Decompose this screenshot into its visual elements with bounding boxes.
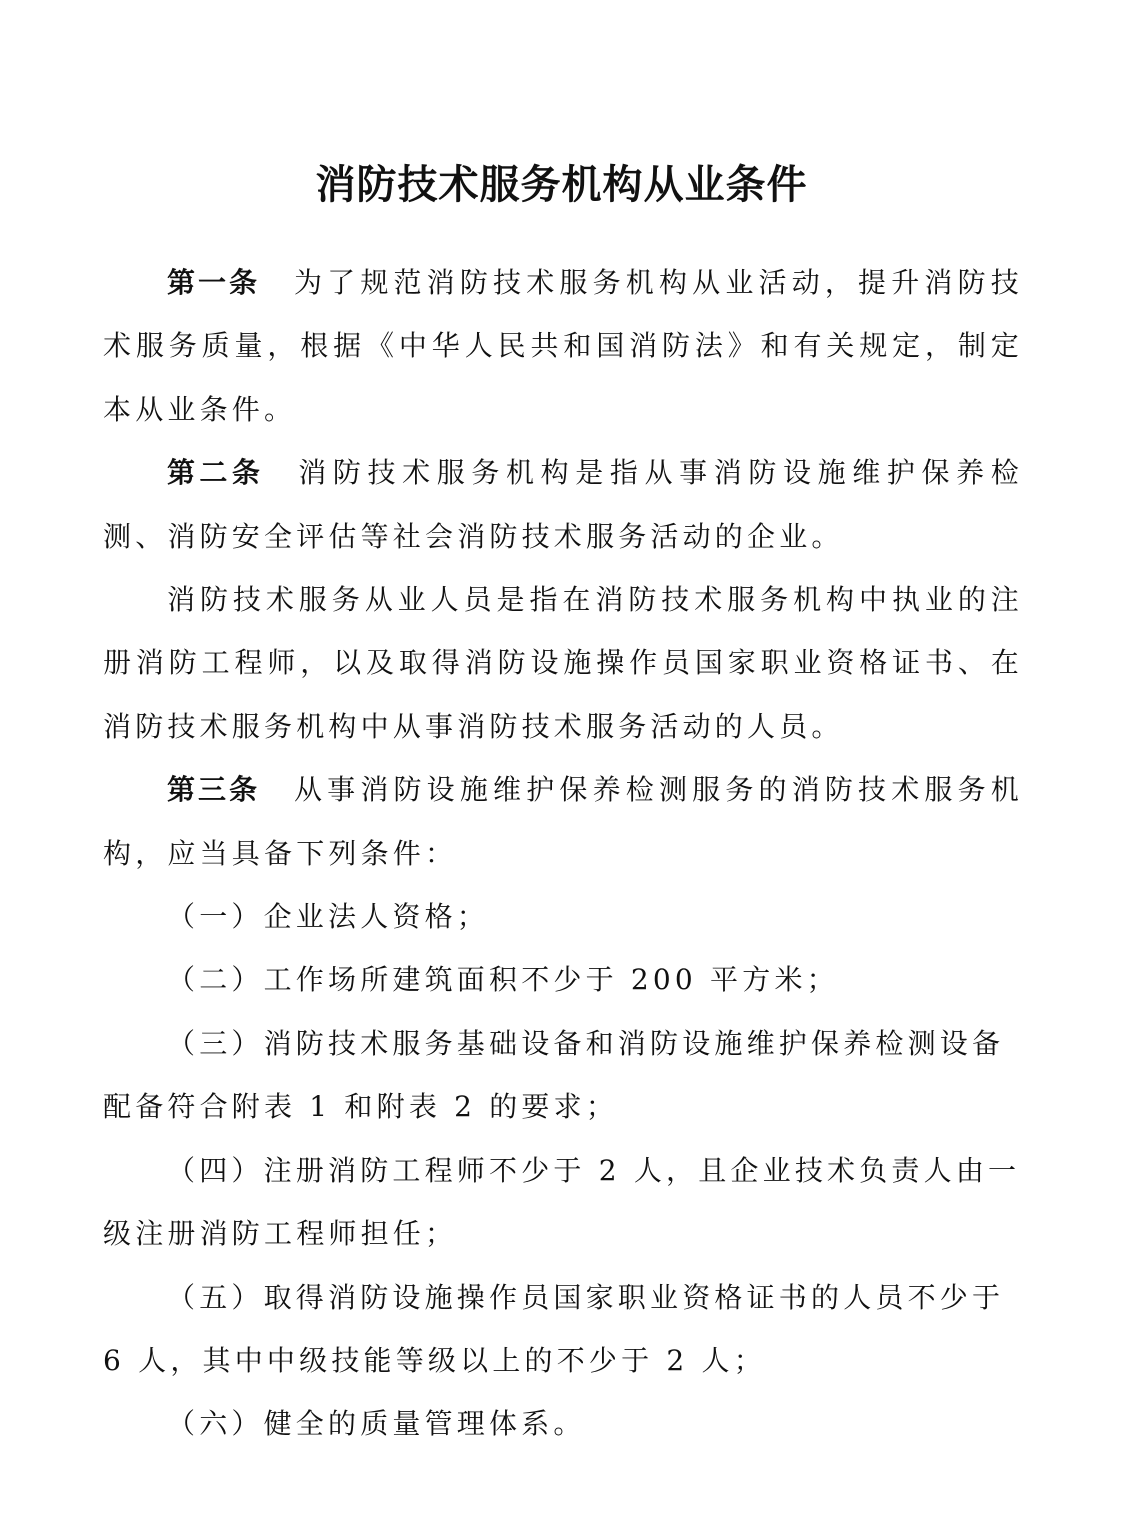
article-number: 第三条 bbox=[167, 773, 260, 807]
article-text: 为了规范消防技术服务机构从业活动，提升消防技术服务质量，根据《中华人民共和国消防法》和有关规定，制定本从业条件。 bbox=[103, 266, 1023, 426]
document-title: 消防技术服务机构从业条件 bbox=[315, 162, 808, 208]
list-item: （六）健全的质量管理体系。 bbox=[167, 1407, 586, 1441]
list-item: （二）工作场所建筑面积不少于 200 平方米； bbox=[167, 963, 839, 997]
article-3-paragraph-1 bbox=[103, 758, 1023, 885]
list-item: （一）企业法人资格； bbox=[167, 900, 490, 934]
article-number: 第一条 bbox=[167, 266, 260, 299]
article-2-paragraph-2: 消防技术服务从业人员是指在消防技术服务机构中执业的注册消防工程师，以及取得消防设施操作员国家职业资格证书、在消防技术服务机构中从事消防技术服务活动的人员。 bbox=[103, 583, 1023, 743]
list-item: （三）消防技术服务基础设备和消防设施维护保养检测设备配备符合附表 1 和附表 2 的要求； bbox=[103, 1026, 1005, 1124]
article-number: 第二条 bbox=[167, 456, 265, 490]
list-item: （四）注册消防工程师不少于 2 人，且企业技术负责人由一级注册消防工程师担任； bbox=[103, 1153, 1021, 1251]
document-body bbox=[103, 251, 1023, 1456]
list-item: （五）取得消防设施操作员国家职业资格证书的人员不少于 6 人，其中中级技能等级以上的不少于 2 人； bbox=[103, 1280, 1005, 1377]
article-text: 消防技术服务机构是指从事消防设施维护保养检测、消防安全评估等社会消防技术服务活动的企业。 bbox=[103, 456, 1023, 553]
article-1-paragraph-1 bbox=[103, 251, 1023, 441]
article-2-paragraph-1 bbox=[103, 441, 1023, 568]
article-text: 从事消防设施维护保养检测服务的消防技术服务机构，应当具备下列条件： bbox=[103, 773, 1023, 870]
